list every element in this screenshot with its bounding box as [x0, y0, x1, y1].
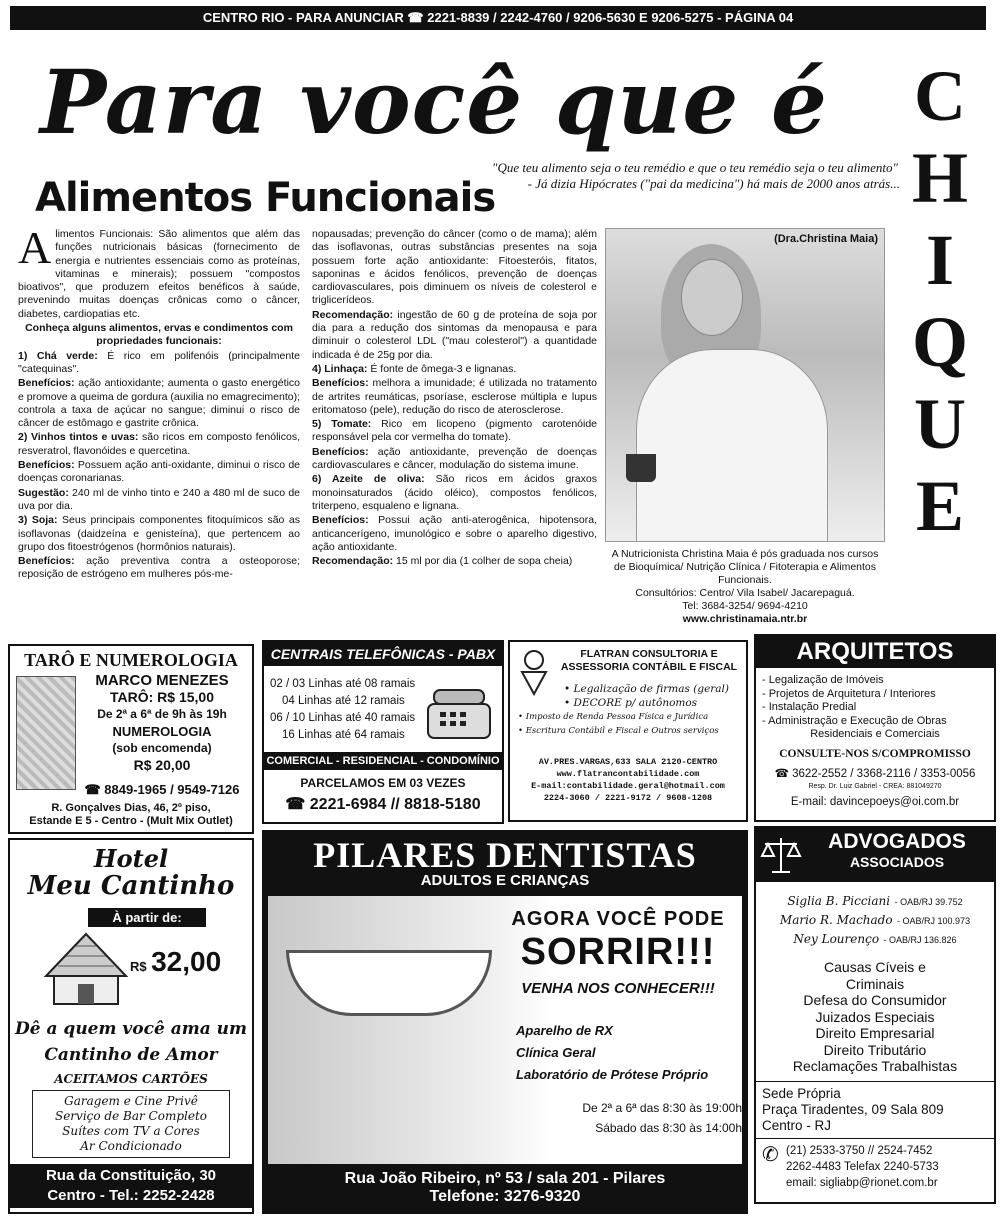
paragraph: nopausadas; prevenção do câncer (como o de mama); além das isoflavonas, outras substâncias presentes na soja possuem forte ação antioxidante: Fitoesteróis, fitatos, saponinas e ácidos fenólicos, prevenção de doenças cardiovasculares, pois diminuem os níveis de colesterol e triglicerídeos.: [312, 228, 597, 307]
ad-line: Garagem e Cine Privê: [64, 1094, 198, 1108]
ad-hours: Sábado das 8:30 às 14:00h: [595, 1121, 742, 1135]
caption-line: Tel: 3684-3254/ 9694-4210: [682, 600, 808, 612]
practice-area: Causas Cíveis e: [824, 959, 926, 975]
ad-line: R$ 20,00: [133, 757, 191, 773]
ad-line: - Legalização de Imóveis: [762, 674, 884, 686]
ad-line: • Legalização de firmas (geral): [564, 683, 730, 695]
ad-hours: De 2ª a 6ª das 8:30 às 19:00h: [582, 1101, 742, 1115]
quote-text: "Que teu alimento seja o teu remédio e que o teu remédio seja o teu alimento": [492, 160, 898, 175]
article-column-2: [312, 228, 597, 628]
ad-headline: SORRIR!!!: [520, 931, 716, 973]
ad-title: ASSOCIADOS: [849, 854, 945, 870]
ad-phone: ☎ 3622-2552 / 3368-2116 / 3353-0056: [774, 768, 976, 780]
caption-line: www.christinamaia.ntr.br: [682, 613, 808, 625]
header-text: CENTRO RIO - PARA ANUNCIAR ☎ 2221-8839 / 2242-4760 / 9206-5630 E 9206-5275 - PÁGINA 04: [202, 10, 794, 25]
caption-line: Consultórios: Centro/ Vila Isabel/ Jacarepaguá.: [635, 587, 855, 599]
ad-line: 06 / 10 Linhas até 40 ramais: [270, 712, 416, 724]
lawyer-oab: - OAB/RJ 136.826: [883, 935, 957, 945]
smile-icon: [286, 950, 492, 1016]
ad-phone: 2262-4483 Telefax 2240-5733: [786, 1160, 939, 1173]
price: 32,00: [151, 946, 222, 977]
ad-line: • DECORE p/ autônomos: [564, 697, 698, 709]
item-title: Benefícios:: [312, 445, 369, 458]
ad-phone: Centro - Tel.: 2252-2428: [47, 1187, 215, 1204]
dropcap: A: [18, 222, 52, 273]
side-letter: C: [914, 56, 966, 136]
ad-line: • Imposto de Renda Pessoa Física e Jurídica: [518, 712, 709, 722]
ad-line: Sede Própria: [762, 1085, 841, 1101]
side-letter: Q: [911, 302, 968, 382]
item-text: ingestão de 60 g de proteína de soja por dia para a redução dos sintomas da menopausa e para diminuir o colesterol LDL ("mau colesterol") a quantidade indicada é de 25g por dia.: [312, 308, 597, 361]
ad-email: E-mail: davincepoeys@oi.com.br: [790, 796, 960, 808]
header-bar: [10, 6, 986, 30]
service-item: Aparelho de RX: [516, 1023, 613, 1038]
item-text: são ricos em composto fenólicos, resveratrol, flavonóides e quercetina.: [18, 431, 301, 457]
item-title: Benefícios:: [18, 459, 75, 472]
ad-address: Centro - RJ: [762, 1117, 832, 1133]
side-letter: I: [925, 220, 955, 300]
ad-pilares: [262, 830, 748, 1214]
ad-line: À partir de:: [88, 908, 206, 927]
lawyer-oab: - OAB/RJ 39.752: [894, 897, 963, 907]
item-title: Sugestão:: [18, 486, 69, 499]
ad-slogan: Cantinho de Amor: [44, 1045, 218, 1065]
lawyer-name: Ney Lourenço: [793, 932, 880, 946]
intro-text: limentos Funcionais: São alimentos que além das funções nutricionais básicas (fornecimento de energia e nutrientes essenciais como as proteínas, vitaminas e minerais); possuem "compostos bioativos", que produzem efeitos benéficos à saúde, prevenindo muitas doenças crônicas como o câncer, diabetes, cardiopatias etc.: [18, 228, 300, 320]
ad-small-print: Resp. Dr. Luiz Gabriel - CREA: 881049270: [808, 783, 942, 790]
item-text: Seus principais componentes fitoquímicos são as isoflavonas (daidzeína e genisteína), que pertencem ao grupo dos fitoestrógenos (hormônios naturais).: [18, 514, 300, 553]
ad-line: PARCELAMOS EM 03 VEZES: [300, 776, 466, 790]
telephone-icon: [424, 686, 496, 744]
ad-line: 04 Linhas até 12 ramais: [282, 695, 405, 707]
ad-line: - Projetos de Arquitetura / Interiores: [762, 687, 936, 700]
ad-line: 16 Linhas até 64 ramais: [282, 729, 405, 741]
ad-line: - Administração e Execução de Obras: [762, 714, 947, 727]
side-letter: H: [911, 138, 968, 218]
photo-caption: [606, 548, 884, 626]
ad-phone: ☎ 8849-1965 / 9549-7126: [84, 782, 240, 797]
ad-band: COMERCIAL - RESIDENCIAL - CONDOMÍNIO: [264, 752, 502, 770]
ad-phone: Telefone: 3276-9320: [429, 1188, 581, 1205]
lawyer-name: Siglia B. Picciani: [787, 894, 891, 908]
service-item: Clínica Geral: [516, 1045, 596, 1060]
ad-line: 02 / 03 Linhas até 08 ramais: [270, 678, 416, 690]
phone-icon: ✆: [762, 1143, 779, 1166]
item-title: 4) Linhaça:: [312, 362, 368, 375]
item-title: 6) Azeite de oliva:: [312, 473, 425, 486]
nutritionist-photo: [605, 228, 885, 542]
item-text: É rico em polifenóis (principalmente "catequinas".: [18, 349, 300, 375]
item-title: 1) Chá verde:: [18, 349, 98, 362]
item-text: Rico em licopeno (pigmento carotenóide responsável pela cor vermelha do tomate).: [312, 418, 598, 444]
tarot-card-icon: [16, 676, 76, 790]
ad-phone: (21) 2533-3750 // 2524-7452: [786, 1144, 933, 1157]
article-subtitle: Alimentos Funcionais: [35, 175, 496, 221]
ad-headline: AGORA VOCÊ PODE: [511, 908, 725, 930]
side-letter: E: [915, 466, 965, 546]
lawyer-name: Mario R. Machado: [779, 913, 893, 927]
service-item: Laboratório de Prótese Próprio: [516, 1067, 709, 1082]
ad-title: ASSESSORIA CONTÁBIL E FISCAL: [560, 661, 738, 673]
caption-line: A Nutricionista Christina Maia é pós graduada nos cursos de Bioquímica/ Nutrição Clínica / Fitoterapia e Alimentos Funcionais.: [611, 548, 879, 586]
ad-line: CONSULTE-NOS S/COMPROMISSO: [779, 748, 971, 760]
ad-line: Residenciais e Comerciais: [810, 728, 940, 740]
ad-line: TARÔ: R$ 15,00: [110, 689, 214, 705]
item-text: Possuem ação anti-oxidante, diminui o risco de doenças coronarianas.: [18, 459, 300, 485]
ad-line: NUMEROLOGIA: [112, 724, 212, 739]
ad-headline: VENHA NOS CONHECER!!!: [521, 980, 715, 997]
ad-title: ARQUITETOS: [756, 636, 994, 668]
smile-photo: [268, 896, 742, 1164]
ad-phone: ☎ 2221-6984 // 8818-5180: [285, 796, 481, 813]
ad-flatran: [508, 640, 748, 822]
lawyer-oab: - OAB/RJ 100.973: [897, 916, 971, 926]
item-title: 5) Tomate:: [312, 418, 372, 431]
practice-area: Direito Tributário: [823, 1041, 927, 1058]
item-title: 3) Soja:: [18, 514, 58, 527]
item-title: Recomendação:: [312, 308, 394, 321]
page-title: Para você que é: [40, 50, 829, 154]
ad-address: AV.PRES.VARGAS,633 SALA 2120-CENTRO: [538, 757, 718, 767]
item-text: melhora a imunidade; é utilizada no tratamento de artrites reumáticas, psoríase, esclerose múltipla e lupus eritomatoso (pele), redução do risco de aterosclerose.: [312, 377, 597, 416]
practice-area: Criminais: [845, 975, 905, 992]
ad-address: R. Gonçalves Dias, 46, 2º piso,: [51, 802, 211, 814]
item-text: É fonte de ômega-3 e lignanas.: [367, 362, 517, 375]
practice-area: Direito Empresarial: [815, 1025, 935, 1041]
item-title: Benefícios:: [312, 377, 369, 390]
section-heading: Conheça alguns alimentos, ervas e condimentos com propriedades funcionais:: [25, 322, 293, 348]
ad-address: Rua da Constituição, 30: [45, 1167, 217, 1184]
price-currency: R$: [130, 959, 147, 974]
ad-name: MARCO MENEZES: [95, 672, 229, 689]
item-text: Possui ação anti-aterogênica, hipotensora, anticancerígeno, imunológico e sobre o aparelho digestivo, ação antioxidante.: [312, 514, 597, 553]
ad-line: Ar Condicionado: [80, 1139, 182, 1153]
ad-line: Serviço de Bar Completo: [54, 1109, 207, 1123]
ad-title: TARÔ E NUMEROLOGIA: [24, 650, 238, 670]
practice-area: Reclamações Trabalhistas: [792, 1058, 958, 1074]
cabin-icon: [40, 928, 132, 1008]
ad-line: Suítes com TV a Cores: [62, 1124, 200, 1138]
item-text: ação preventiva contra a osteoporose; reposição de estrógeno em mulheres pós-me-: [18, 555, 300, 581]
ad-arquitetos: [754, 634, 996, 822]
item-text: 240 ml de vinho tinto e 240 a 480 ml de suco de uva por dia.: [18, 486, 300, 512]
ad-line: • Escritura Contábil e Fiscal e Outros serviços: [518, 726, 719, 736]
item-text: ação antioxidante, prevenção de doenças cardiovasculares e câncer, modulação do sistema imune.: [312, 445, 597, 472]
item-title: Benefícios:: [18, 377, 75, 390]
ad-advogados: [754, 826, 996, 1204]
ad-email: E-mail:contabilidade.geral@hotmail.com: [531, 781, 725, 791]
item-title: Recomendação:: [312, 555, 394, 568]
practice-area: Defesa do Consumidor: [803, 992, 947, 1008]
ad-line: (sob encomenda): [112, 741, 212, 755]
side-title: [900, 55, 980, 547]
ad-centrais: [262, 640, 504, 824]
ad-line: - Instalação Predial: [762, 701, 857, 713]
side-letter: U: [914, 384, 966, 464]
ad-slogan: Dê a quem você ama um: [15, 1019, 247, 1039]
item-text: 15 ml por dia (1 colher de sopa cheia): [393, 555, 573, 568]
ad-phone: 2224-3060 / 2221-9172 / 9608-1208: [543, 793, 713, 803]
ad-title: Meu Cantinho: [27, 871, 235, 901]
ad-subtitle: ADULTOS E CRIANÇAS: [420, 872, 590, 889]
ad-title: FLATRAN CONSULTORIA E: [580, 648, 718, 660]
scales-of-justice-icon: [760, 834, 802, 876]
practice-area: Juizados Especiais: [815, 1008, 935, 1025]
ad-address: Rua João Ribeiro, nº 53 / sala 201 - Pilares: [344, 1170, 666, 1187]
ad-email: email: sigliabp@rionet.com.br: [786, 1176, 938, 1189]
ad-address: Estande E 5 - Centro - (Mult Mix Outlet): [29, 815, 233, 827]
item-text: São ricos em ácidos graxos monoinsaturados (ácido oléico), compostos fenólicos, triterpeno, esqualeno e lignana.: [312, 473, 597, 512]
cup-icon: [626, 454, 656, 482]
quote: [490, 160, 900, 192]
ad-title: CENTRAIS TELEFÔNICAS - PABX: [264, 642, 502, 666]
ad-line: De 2ª a 6ª de 9h às 19h: [97, 707, 227, 721]
item-title: Benefícios:: [18, 555, 75, 568]
ad-address: Praça Tiradentes, 09 Sala 809: [762, 1101, 944, 1117]
ad-title: ADVOGADOS: [828, 830, 966, 853]
item-title: Benefícios:: [312, 514, 369, 527]
ad-website: www.flatrancontabilidade.com: [556, 769, 700, 779]
photo-label: (Dra.Christina Maia): [774, 233, 878, 245]
ad-hotel: [8, 838, 254, 1214]
item-text: ação antioxidante; aumenta o gasto energético e promove a queima de gordura (auxilia no emagrecimento); controla a taxa de açúcar no sangue; diminui o risco de câncer de estômago e gastrite crônica.: [18, 377, 300, 430]
item-title: 2) Vinhos tintos e uvas:: [18, 431, 139, 444]
quote-attribution: - Já dizia Hipócrates ("pai da medicina") há mais de 2000 anos atrás...: [527, 176, 900, 191]
ad-taro: [8, 644, 254, 834]
ad-title: Hotel: [93, 844, 169, 873]
ad-line: ACEITAMOS CARTÕES: [54, 1072, 208, 1086]
ad-title: PILARES DENTISTAS: [313, 835, 697, 875]
article-column-1: [18, 222, 301, 628]
